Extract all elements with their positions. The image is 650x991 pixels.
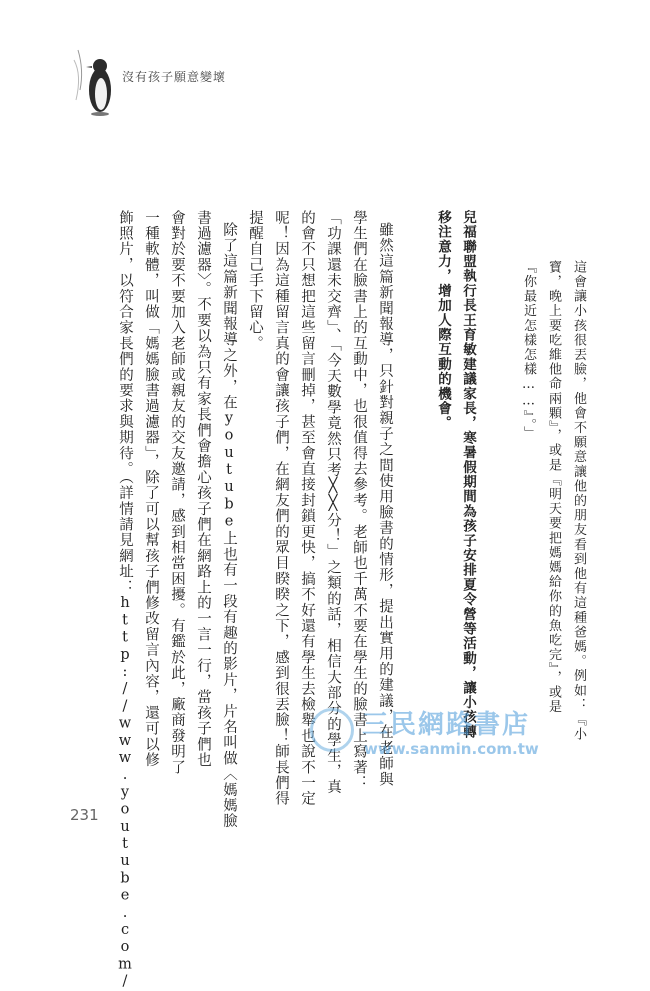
page-number: 231 [70,806,99,824]
bold-line: 移注意力，增加人際互動的機會。 [435,210,451,431]
body-line: 一種軟體，叫做「媽媽臉書過濾器」，除了可以幫孩子們修改留言內容，還可以修 [143,210,159,768]
watermark-logo-icon [310,708,354,752]
body-line: 學生們在臉書上的互動中，也很值得去參考。老師也千萬不要在學生的臉書上寫著： [351,210,367,791]
body-line: 除了這篇新聞報導之外，在youtube上也有一段有趣的影片，片名叫做〈媽媽臉 [221,222,237,830]
quote-line: 寶，晚上要吃維他命兩顆』，或是『明天要把媽媽給你的魚吃完』，或是 [546,260,561,715]
body-line: 雖然這篇新聞報導，只針對親子之間使用臉書的情形，提出實用的建議，在老師與 [377,222,393,788]
page-header [70,40,370,120]
body-line: 呢！因為這種留言真的會讓孩子們，在網友們的眾目睽睽之下，感到很丟臉！師長們得 [273,210,289,807]
body-line: 提醒自己手下留心。 [247,210,263,352]
quote-line: 『你最近怎樣怎樣……』。」 [521,260,536,441]
body-line: 的會不只想把這些留言刪掉，甚至會直接封鎖更快，搞不好還有學生去檢舉也說不一定 [299,210,315,807]
chapter-title: 沒有孩子願意變壞 [122,70,227,84]
body-line: 「功課還未交齊」、「今天數學竟然只考╳╳分！」之類的話，相信大部分的學生，真 [325,210,341,796]
watermark-text: 三民網路書店 [362,710,531,740]
penguin-icon [70,40,120,120]
body-line: 會對於要不要加入老師或親友的交友邀請，感到相當困擾。有鑑於此，廠商發明了 [169,210,185,776]
bookstore-watermark [310,700,560,770]
watermark-url: www.sanmin.com.tw [364,740,539,758]
bold-line: 兒福聯盟執行長王育敏建議家長，寒暑假期間為孩子安排夏令營等活動，讓小孩轉 [460,210,476,740]
quote-line: 這會讓小孩很丟臉，他會不願意讓他的朋友看到他有這種爸媽。例如：『小 [571,260,586,742]
body-line: 飾照片，以符合家長們的要求與期待。（詳情請見網址：http://www.youtube.com/ [117,210,133,991]
body-line: 書過濾器〉。不要以為只有家長們會擔心孩子們在網路上的一言一行，當孩子們也 [195,210,211,768]
